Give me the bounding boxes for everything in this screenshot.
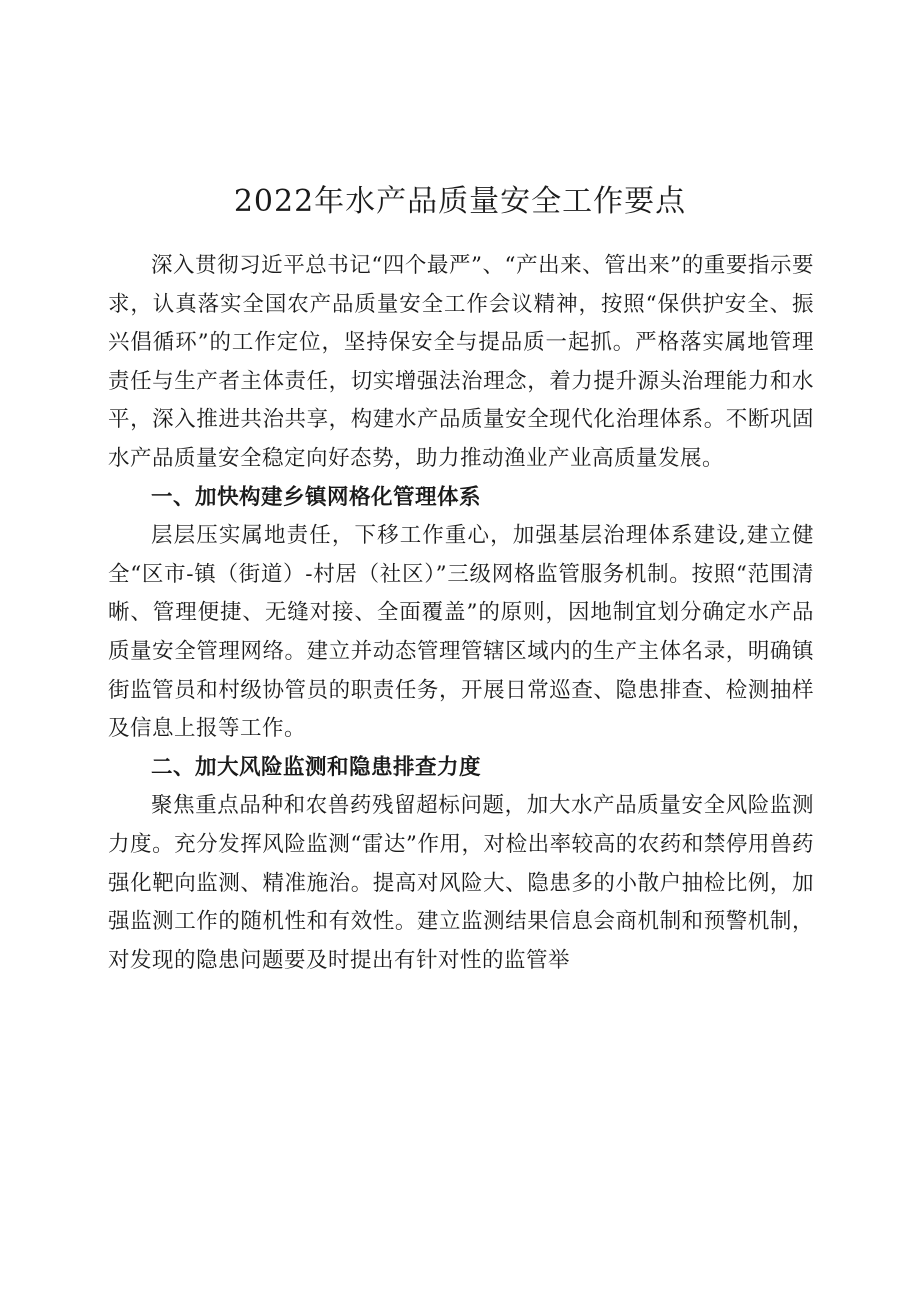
section-heading-2: 二、加大风险监测和隐患排查力度: [151, 754, 482, 780]
section-body-2: 聚焦重点品种和农兽药残留超标问题，加大水产品质量安全风险监测力度。充分发挥风险监测“雷达”作用，对检出率较高的农药和禁停用兽药强化靶向监测、精准施治。提高对风险大、隐患多的小散户抽检比例，加强监测工作的随机性和有效性。建立监测结果信息会商机制和预警机制，对发现的隐患问题要及时提出有针对性的监管举: [108, 793, 814, 973]
document-title: 2022年水产品质量安全工作要点: [233, 184, 687, 220]
section-heading-1: 一、加快构建乡镇网格化管理体系: [151, 484, 482, 510]
section-body-1: 层层压实属地责任，下移工作重心，加强基层治理体系建设,建立健全“区市-镇（街道）-村居（社区）”三级网格监管服务机制。按照“范围清晰、管理便捷、无缝对接、全面覆盖”的原则，因地制宜划分确定水产品质量安全管理网络。建立并动态管理管辖区域内的生产主体名录，明确镇街监管员和村级协管员的职责任务，开展日常巡查、隐患排查、检测抽样及信息上报等工作。: [108, 523, 814, 742]
document-body: [108, 247, 814, 980]
intro-paragraph: 深入贯彻习近平总书记“四个最严”、“产出来、管出来”的重要指示要求，认真落实全国农产品质量安全工作会议精神，按照“保供护安全、振兴倡循环”的工作定位，坚持保安全与提品质一起抓。严格落实属地管理责任与生产者主体责任，切实增强法治理念，着力提升源头治理能力和水平，深入推进共治共享，构建水产品质量安全现代化治理体系。不断巩固水产品质量安全稳定向好态势，助力推动渔业产业高质量发展。: [108, 253, 814, 471]
